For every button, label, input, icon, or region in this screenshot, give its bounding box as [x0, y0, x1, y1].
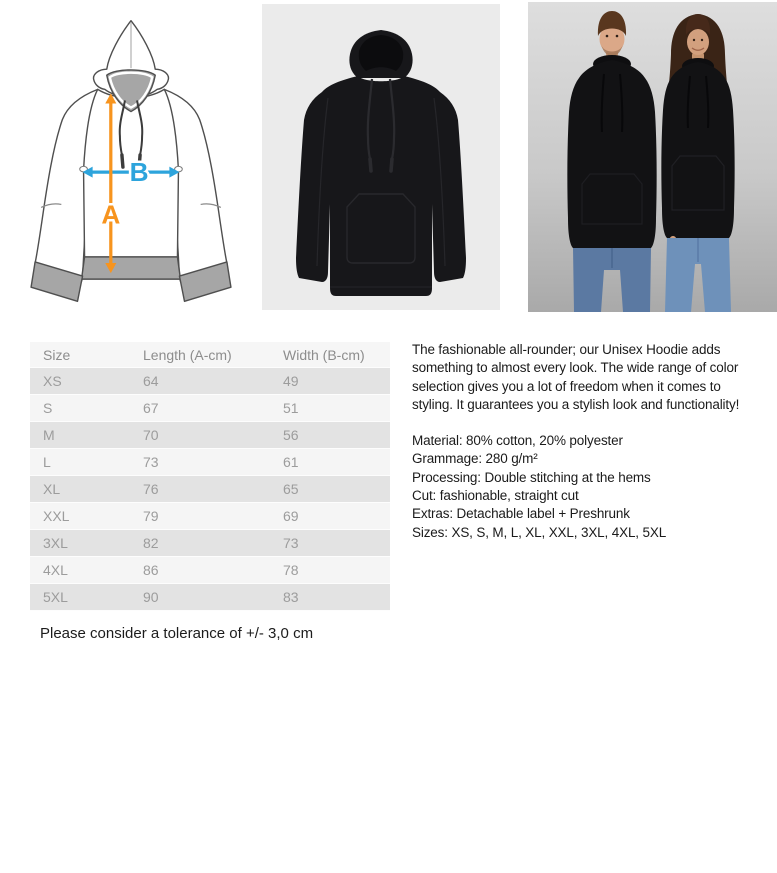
cell-length: 73 — [143, 454, 159, 470]
cell-length: 90 — [143, 589, 159, 605]
size-row-s — [30, 395, 390, 422]
size-table — [30, 342, 390, 611]
col-width: Width (B-cm) — [283, 346, 365, 363]
size-diagram-image — [25, 10, 237, 306]
label-a: A — [101, 199, 121, 230]
cell-width: 78 — [283, 562, 299, 578]
detail-grammage: Grammage: 280 g/m² — [412, 451, 538, 467]
cell-width: 73 — [283, 535, 299, 551]
cell-size: M — [43, 427, 55, 443]
product-description — [412, 341, 772, 542]
size-row-xs — [30, 368, 390, 395]
detail-extras: Extras: Detachable label + Preshrunk — [412, 506, 630, 522]
size-row-l — [30, 449, 390, 476]
label-b: B — [129, 157, 149, 188]
cell-size: 5XL — [43, 589, 68, 605]
tolerance-note: Please consider a tolerance of +/- 3,0 cm — [40, 625, 314, 642]
size-row-m — [30, 422, 390, 449]
description-intro-line: The fashionable all-rounder; our Unisex Hoodie adds — [412, 342, 721, 357]
description-intro-line: selection gives you a lot of freedom when it comes to — [412, 378, 721, 394]
col-length: Length (A-cm) — [143, 346, 232, 363]
size-row-5xl — [30, 584, 390, 611]
cell-length: 70 — [143, 427, 159, 443]
cell-length: 64 — [143, 373, 159, 389]
models-wearing-hoodies — [528, 2, 777, 312]
detail-cut: Cut: fashionable, straight cut — [412, 488, 579, 504]
cell-size: XL — [43, 481, 61, 497]
cell-length: 86 — [143, 562, 159, 578]
col-size: Size — [43, 346, 71, 363]
cell-size: L — [43, 454, 51, 470]
cell-length: 76 — [143, 481, 159, 497]
waistband — [82, 257, 181, 279]
cell-size: XXL — [43, 508, 70, 524]
size-table-header — [30, 342, 390, 368]
black-hoodie-photo — [262, 4, 500, 310]
detail-sizes: Sizes: XS, S, M, L, XL, XXL, 3XL, 4XL, 5XL — [412, 524, 667, 540]
cell-width: 61 — [283, 454, 299, 470]
product-photo — [262, 4, 500, 310]
description-spacer — [412, 414, 772, 432]
description-intro-line: something to almost every look. The wide range of color — [412, 360, 739, 376]
cell-length: 79 — [143, 508, 159, 524]
kangaroo-pocket — [347, 194, 415, 263]
cell-length: 82 — [143, 535, 159, 551]
hoodie-measure-diagram — [25, 10, 237, 306]
cell-size: 3XL — [43, 535, 68, 551]
size-row-3xl — [30, 530, 390, 557]
cell-width: 69 — [283, 508, 299, 524]
cell-width: 65 — [283, 481, 299, 497]
detail-material: Material: 80% cotton, 20% polyester — [412, 433, 623, 449]
cell-width: 83 — [283, 589, 299, 605]
size-row-xl — [30, 476, 390, 503]
models-photo — [528, 2, 777, 312]
size-row-xxl — [30, 503, 390, 530]
size-row-4xl — [30, 557, 390, 584]
cell-width: 49 — [283, 373, 299, 389]
cell-width: 51 — [283, 400, 299, 416]
detail-processing: Processing: Double stitching at the hems — [412, 469, 651, 485]
cell-length: 67 — [143, 400, 159, 416]
cell-size: 4XL — [43, 562, 68, 578]
cell-size: XS — [43, 373, 62, 389]
description-intro-line: styling. It guarantees you a stylish look and functionality! — [412, 396, 740, 412]
cell-width: 56 — [283, 427, 299, 443]
cell-size: S — [43, 400, 53, 416]
